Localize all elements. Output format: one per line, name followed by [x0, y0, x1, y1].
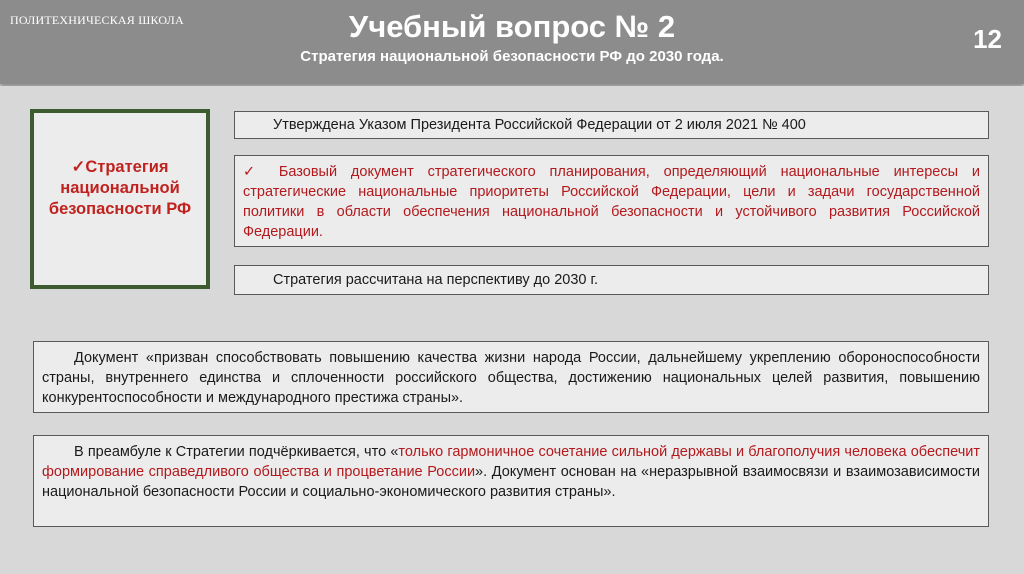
slide-subtitle: Стратегия национальной безопасности РФ до 2030 года.	[300, 48, 724, 65]
slide-header	[0, 0, 1024, 84]
period-text: Стратегия рассчитана на перспективу до 2030 г.	[273, 272, 599, 288]
slide-number: 12	[973, 24, 1002, 54]
approved-text: Утверждена Указом Президента Российской Федерации от 2 июля 2021 № 400	[273, 117, 806, 133]
base-document-block	[234, 155, 989, 247]
preamble-text-start: В преамбуле к Стратегии подчёркивается, что «	[74, 444, 399, 460]
school-label: ПОЛИТЕХНИЧЕСКАЯ ШКОЛА	[10, 13, 184, 27]
preamble-block	[33, 435, 989, 527]
base-document-text: ✓ Базовый документ стратегического планирования, определяющий национальные интересы и стратегические национальные приоритеты Российской Федерации, цели и задачи государственной политики в области обеспечения национальной безопасности и устойчивого развития Российской Федерации.	[243, 164, 980, 240]
slide-title: Учебный вопрос № 2	[348, 9, 676, 44]
purpose-block	[33, 341, 989, 413]
preamble-text-end: ». Документ основан на «неразрывной взаимосвязи и взаимозависимости национальной безопасности России и социально-экономического развития страны».	[42, 464, 980, 500]
strategy-label-box	[30, 109, 210, 289]
approved-block	[234, 111, 989, 139]
preamble-quote: только гармоничное сочетание сильной державы и благополучия человека обеспечит формирование справедливого общества и процветание России	[42, 444, 980, 480]
period-block	[234, 265, 989, 295]
purpose-text: Документ «призван способствовать повышению качества жизни народа России, дальнейшему укреплению обороноспособности страны, внутреннего единства и сплоченности российского общества, достижению национальных целей развития, повышению конкурентоспособности и международного престижа страны».	[42, 350, 980, 406]
strategy-label: ✓Стратегия национальной безопасности РФ	[48, 158, 192, 218]
